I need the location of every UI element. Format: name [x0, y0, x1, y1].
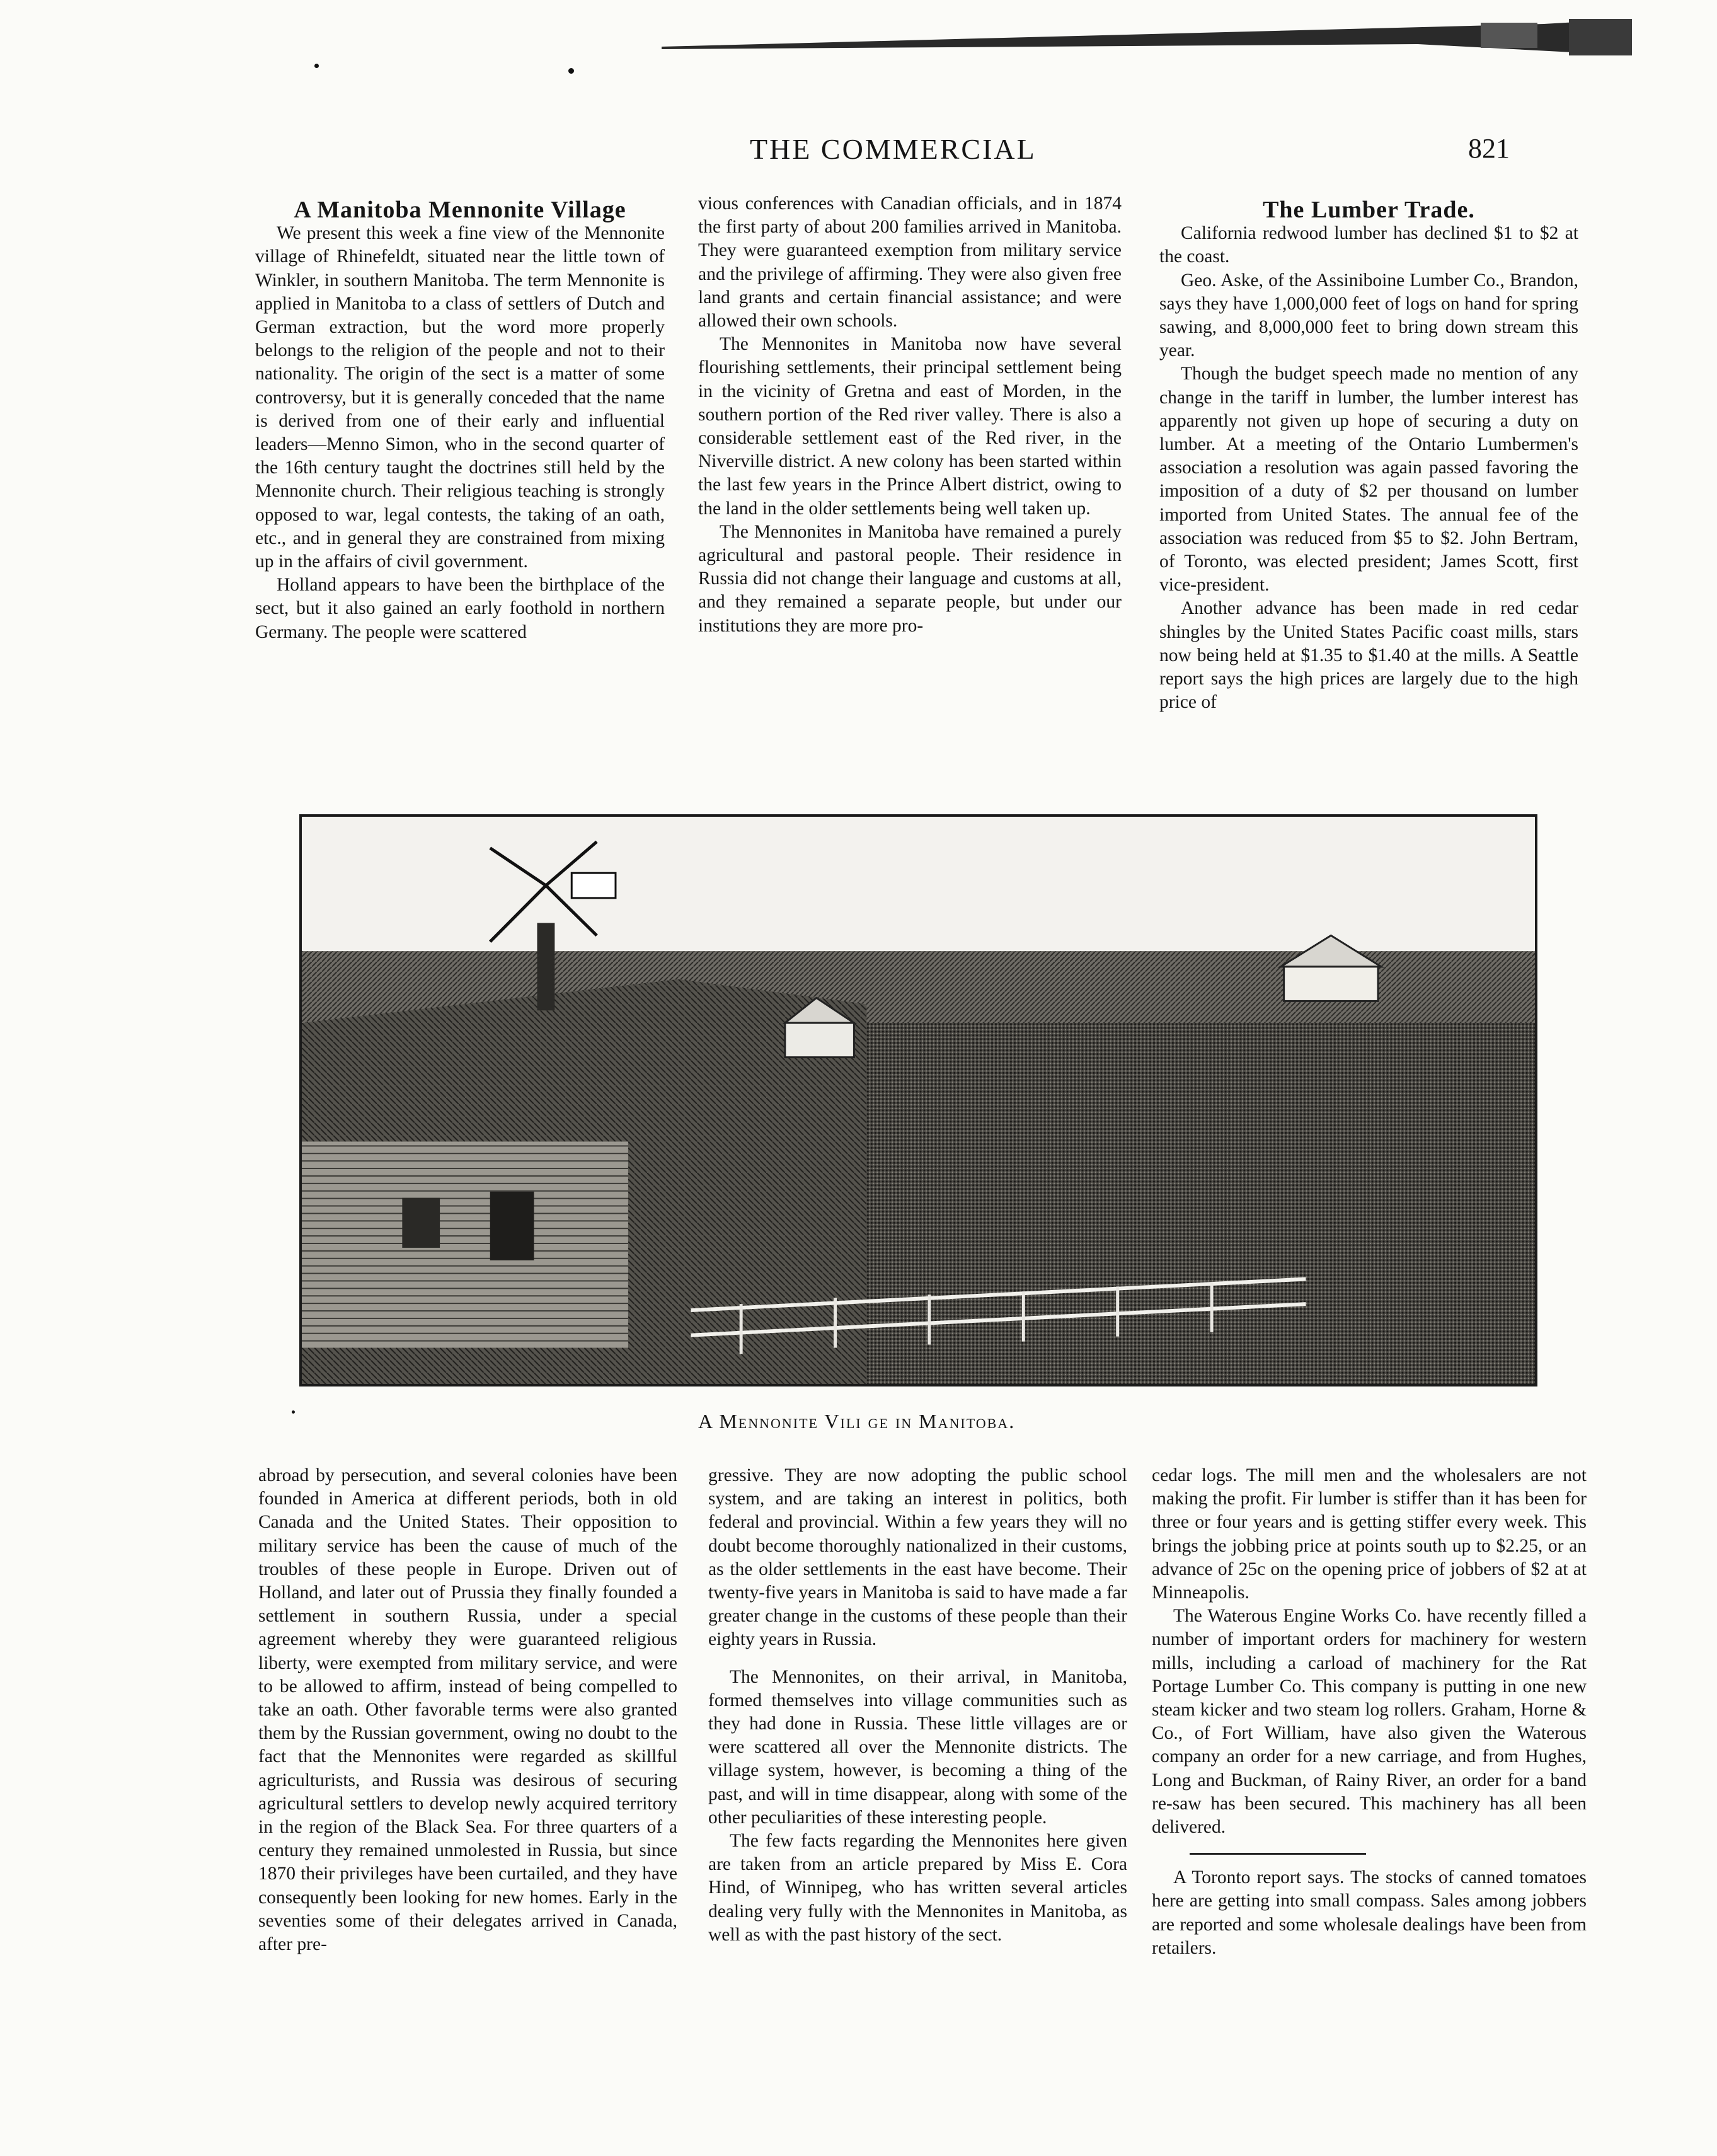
section-divider — [1190, 1853, 1366, 1855]
paragraph: cedar logs. The mill men and the wholesalers are not making the profit. Fir lumber is stiffer than it has been for three or four years and is getting stiffer every week. This brings the jobbing price at points south up to $2.25, or an advance of 25c on the opening price of jobbers of $2 at at Minneapolis. — [1152, 1465, 1587, 1603]
paragraph: We present this week a fine view of the Mennonite village of Rhinefeldt, situated near the little town of Winkler, in southern Manitoba. The term Mennonite is applied in Manitoba to a class of settlers of Dutch and German extraction, but the word more properly belongs to the religion of the people and not to their nationality. The origin of the sect is a matter of some controversy, but it is generally conceded that the name is derived from one of their early and influential leaders—Menno Simon, who in the second quarter of the 16th century taught the doctrines still held by the Mennonite church. Their religious teaching is strongly opposed to war, legal contests, the taking of an oath, etc., and in general they are constrained from mixing up in the affairs of civil government. — [255, 223, 665, 572]
page-number: 821 — [1468, 133, 1510, 164]
paragraph: The few facts regarding the Mennonites here given are taken from an article prepared by Miss E. Cora Hind, of Winnipeg, who has written several articles dealing very fully with the Mennonites in Manitoba, as well as with the past history of the sect. — [708, 1831, 1127, 1945]
paragraph: Though the budget speech made no mention of any change in the tariff in lumber, the lumber interest has apparently not given up hope of securing a duty on lumber. At a meeting of the Ontario Lumbermen's association a resolution was again passed favoring the imposition of a duty of $2 per thousand on lumber imported from United States. The annual fee of the association was reduced from $5 to $2. John Bertram, of Toronto, was elected president; James Scott, first vice-president. — [1159, 364, 1578, 596]
paragraph: The Mennonites, on their arrival, in Manitoba, formed themselves into village communities such as they had done in Russia. These little villages are or were scattered all over the Mennonite districts. The village system, however, is becoming a thing of the past, and will in time disappear, along with some of the other peculiarities of these interesting people. — [708, 1666, 1127, 1828]
paragraph: Holland appears to have been the birthplace of the sect, but it also gained an early foothold in northern Germany. The people were scattered — [255, 575, 665, 642]
paragraph: A Toronto report says. The stocks of canned tomatoes here are getting into small compass. Sales among jobbers are reported and some wholesale dealings have been from retailers. — [1152, 1867, 1587, 1958]
scan-speck — [314, 64, 319, 68]
paragraph: California redwood lumber has declined $1 to $2 at the coast. — [1159, 223, 1578, 267]
paragraph: vious conferences with Canadian officials, and in 1874 the first party of about 200 families arrived in Manitoba. They were guaranteed exemption from military service and the privilege of affirming. They were also given free land grants and certain financial assistance; and were allowed their own schools. — [698, 193, 1122, 331]
paragraph: Geo. Aske, of the Assiniboine Lumber Co., Brandon, says they have 1,000,000 feet of logs on hand for spring sawing, and 8,000,000 feet to bring down stream this year. — [1159, 270, 1578, 361]
article-title-lumber: The Lumber Trade. — [1263, 197, 1475, 223]
scan-speck — [292, 1410, 295, 1414]
column-3 — [1159, 199, 1578, 714]
journal-title: THE COMMERCIAL — [750, 133, 1037, 165]
scan-edge-artifact — [662, 19, 1632, 55]
paragraph: gressive. They are now adopting the public school system, and are taking an interest in politics, both federal and provincial. Within a few years they will no doubt become thoroughly nationalized in their customs, as the older settlements in the east have become. Their twenty-five years in Manitoba is said to have made a far greater change in the customs of these people than their eighty years in Russia. — [708, 1465, 1127, 1650]
column-1 — [255, 199, 665, 644]
running-head — [0, 132, 1717, 170]
column-4 — [258, 1464, 677, 1956]
column-6 — [1152, 1464, 1587, 1960]
paragraph: The Mennonites in Manitoba have remained a purely agricultural and pastoral people. Their residence in Russia did not change their language and customs at all, and they remained a separate people, but under our institutions they are more pro- — [698, 521, 1122, 636]
figure-caption: A Mennonite Vili ge in Manitoba. — [698, 1410, 1016, 1433]
scan-speck — [568, 68, 574, 74]
paragraph: abroad by persecution, and several colonies have been founded in America at different periods, both in old Canada and the United States. Their opposition to military service has been the cause of much of the troubles of these people in Europe. Driven out of Holland, and later out of Prussia they finally founded a settlement in southern Russia, under a special agreement whereby they were guaranteed religious liberty, were exempted from military service, and were to be allowed to affirm, instead of being compelled to take an oath. Other favorable terms were also granted them by the Russian government, owing no doubt to the fact that the Mennonites were regarded as skillful agriculturists, and Russia was desirous of securing agricultural settlers to develop newly acquired territory in the region of the Black Sea. For three quarters of a century they remained unmolested in Russia, but since 1870 their privileges have been curtailed, and they have consequently been looking for new homes. Early in the seventies some of their delegates arrived in Canada, after pre- — [258, 1465, 677, 1955]
paragraph: The Waterous Engine Works Co. have recently filled a number of important orders for machinery for western mills, including a carload of machinery for the Rat Portage Lumber Co. This company is putting in one new steam kicker and two steam log rollers. Graham, Horne & Co., of Fort William, have also given the Waterous company an order for a new carriage, and from Hughes, Long and Buckman, of Rainy River, an order for a band re-saw has been secured. This machinery has all been delivered. — [1152, 1606, 1587, 1838]
article-title-mennonite: A Manitoba Mennonite Village — [294, 197, 626, 223]
column-2 — [698, 192, 1122, 638]
village-photograph — [299, 814, 1537, 1386]
village-illustration — [302, 817, 1535, 1384]
column-5 — [708, 1464, 1127, 1947]
paragraph: Another advance has been made in red cedar shingles by the United States Pacific coast mills, stars now being held at $1.35 to $1.40 at the mills. A Seattle report says the high prices are largely due to the high price of — [1159, 598, 1578, 713]
paragraph: The Mennonites in Manitoba now have several flourishing settlements, their principal settlement being in the vicinity of Gretna and east of Morden, in the southern portion of the Red river valley. There is also a considerable settlement east of the Red river, in the Niverville district. A new colony has been started within the last few years in the Prince Albert district, owing to the land in the older settlements being well taken up. — [698, 334, 1122, 519]
